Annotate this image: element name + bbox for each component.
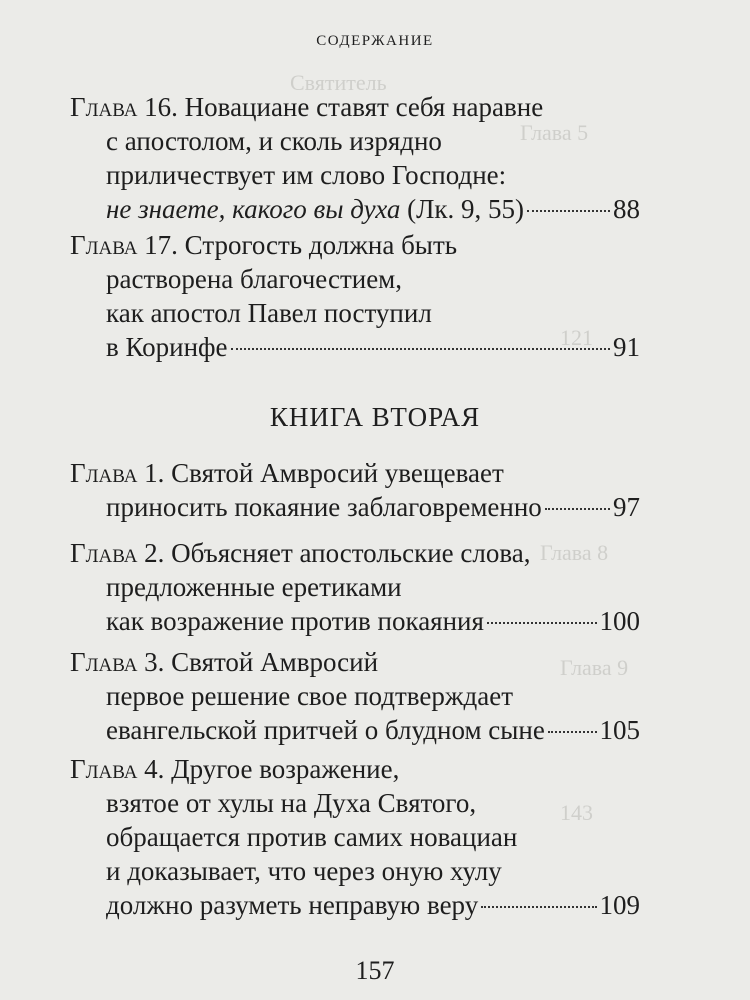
chapter-title-line: евангельской притчей о блудном сыне [106,715,545,745]
chapter-title-line: Святой Амвросий [171,647,379,677]
page-number: 157 [355,956,395,985]
bleed-through-text: 121 [560,325,593,350]
bleed-through-text: Глава 8 [540,540,609,565]
chapter-title-line: приличествует им слово Господне: [106,160,507,190]
dot-leader [481,906,596,908]
chapter-title-line: приносить покаяние заблаговременно [106,492,542,522]
bleed-through-text: 143 [560,800,593,825]
bleed-through-text: Глава 5 [520,120,589,145]
chapter-label: Глава 17. [70,230,178,260]
chapter-title-line: в Коринфе [106,332,228,362]
chapter-title-line: как возражение против покаяния [106,606,484,636]
chapter-title-line: взятое от хулы на Духа Святого, [106,788,477,818]
chapter-title-line: как апостол Павел поступил [106,298,432,328]
chapter-title-line: Объясняет апостольские слова, [171,538,531,568]
toc-entry-book2-chapter-4 [70,752,640,922]
toc-entry-book2-chapter-3 [70,645,640,747]
chapter-label: Глава 16. [70,92,178,122]
chapter-title-line: Святой Амвросий увещевает [171,458,504,488]
chapter-title-line: Строгость должна быть [184,230,458,260]
page-reference: 88 [613,194,640,224]
toc-entry-chapter-17 [70,228,640,364]
page-reference: 109 [599,890,640,920]
page-reference: 91 [613,332,640,362]
chapter-title-line: и доказывает, что через оную хулу [106,856,502,886]
toc-entry-book2-chapter-2 [70,536,640,638]
chapter-title-line: с апостолом, и сколь изрядно [106,126,442,156]
page-reference: 97 [613,492,640,522]
chapter-label: Глава 4. [70,754,165,784]
page-reference: 105 [599,715,640,745]
chapter-title-line: обращается против самих новациан [106,822,518,852]
gospel-quote: не знаете, какого вы духа [106,194,401,224]
dot-leader [527,210,610,212]
chapter-label: Глава 3. [70,647,165,677]
chapter-label: Глава 2. [70,538,165,568]
chapter-title-line: предложенные еретиками [106,572,402,602]
chapter-label: Глава 1. [70,458,165,488]
dot-leader [548,731,597,733]
bleed-through-text: Святитель [290,70,387,95]
dot-leader [487,622,597,624]
toc-entry-chapter-16 [70,90,640,226]
page-reference: 100 [599,606,640,636]
dot-leader [545,508,610,510]
chapter-title-line: растворена благочестием, [106,264,403,294]
chapter-title-line: первое решение свое подтверждает [106,681,514,711]
chapter-title-line: Другое возражение, [171,754,400,784]
scripture-reference: (Лк. 9, 55) [400,194,524,224]
chapter-title-line: должно разуметь неправую веру [106,890,479,920]
toc-entry-book2-chapter-1 [70,456,640,524]
section-title: КНИГА ВТОРАЯ [269,402,481,432]
chapter-title-line: Новациане ставят себя наравне [184,92,544,122]
dot-leader [231,348,610,350]
bleed-through-text: Глава 9 [560,655,629,680]
running-header: СОДЕРЖАНИЕ [316,33,434,49]
